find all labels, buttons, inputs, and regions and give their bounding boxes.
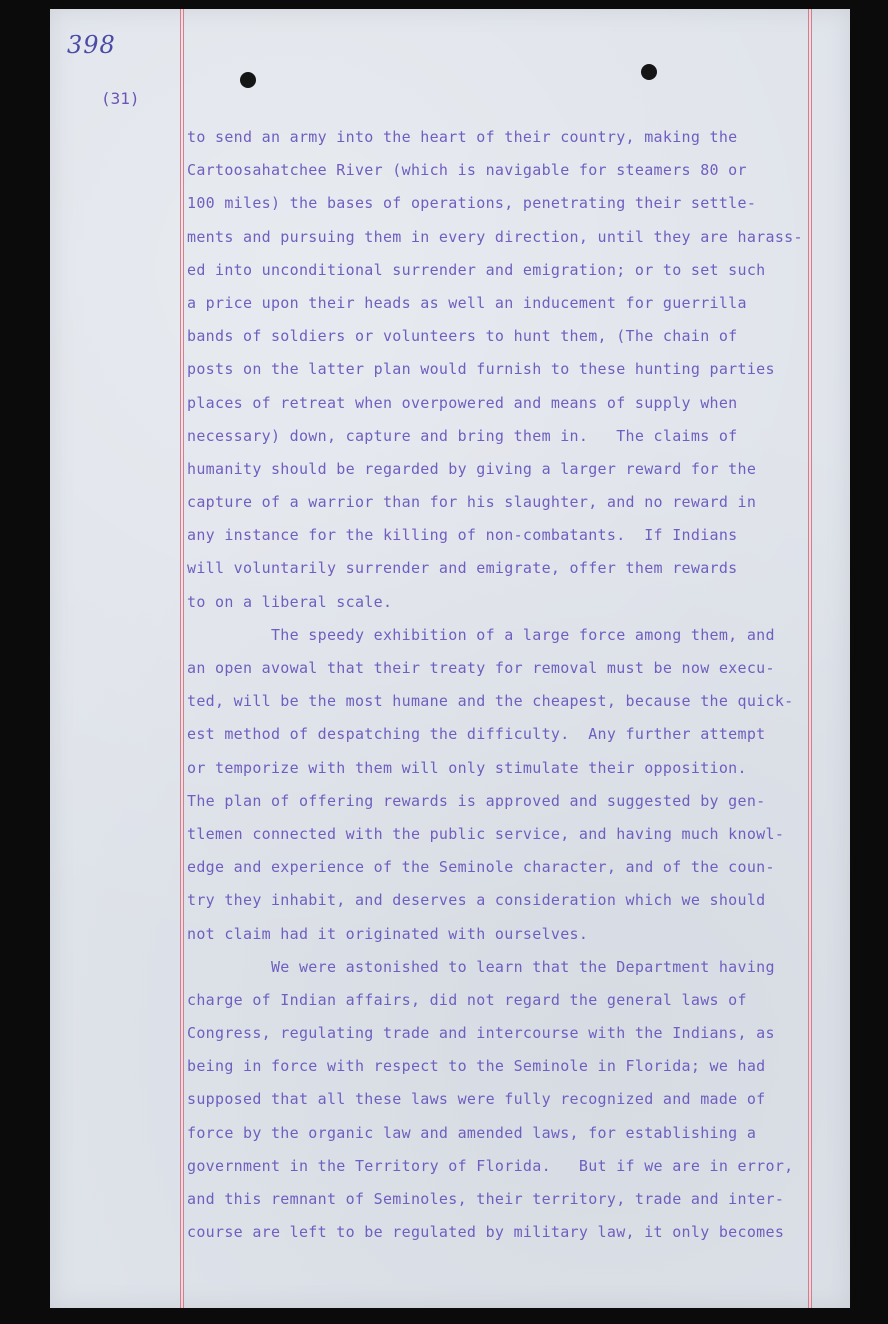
text-line: force by the organic law and amended laws, for establishing a	[187, 1123, 757, 1142]
text-line: Congress, regulating trade and intercourse with the Indians, as	[187, 1024, 775, 1043]
text-line: to on a liberal scale.	[187, 592, 393, 611]
text-line: The plan of offering rewards is approved and suggested by gen-	[187, 791, 766, 810]
text-line: capture of a warrior than for his slaughter, and no reward in	[187, 493, 757, 512]
text-line: course are left to be regulated by military law, it only becomes	[187, 1223, 785, 1242]
left-margin-rule	[180, 9, 181, 1308]
text-line: Cartoosahatchee River (which is navigable for steamers 80 or	[187, 161, 747, 180]
text-line: We were astonished to learn that the Department having	[187, 957, 775, 976]
text-line: a price upon their heads as well an inducement for guerrilla	[187, 293, 747, 312]
text-line: try they inhabit, and deserves a consideration which we should	[187, 891, 766, 910]
text-line: humanity should be regarded by giving a larger reward for the	[187, 459, 757, 478]
text-line: bands of soldiers or volunteers to hunt them, (The chain of	[187, 327, 738, 346]
text-line: and this remnant of Seminoles, their territory, trade and inter-	[187, 1190, 785, 1208]
text-line: 100 miles) the bases of operations, penetrating their settle-	[187, 194, 757, 213]
document-page	[50, 9, 850, 1308]
text-line: not claim had it originated with ourselves.	[187, 924, 589, 943]
text-line: an open avowal that their treaty for removal must be now execu-	[187, 659, 775, 677]
typed-text-body	[187, 121, 847, 1249]
text-line: or temporize with them will only stimulate their opposition.	[187, 758, 747, 777]
text-line: ted, will be the most humane and the cheapest, because the quick-	[187, 692, 794, 711]
text-line: places of retreat when overpowered and means of supply when	[187, 393, 738, 412]
text-line: charge of Indian affairs, did not regard the general laws of	[187, 990, 747, 1009]
text-line: government in the Territory of Florida. But if we are in error,	[187, 1156, 794, 1175]
text-line: any instance for the killing of non-combatants. If Indians	[187, 526, 738, 545]
text-line: ments and pursuing them in every direction, until they are harass-	[187, 227, 803, 246]
text-line: will voluntarily surrender and emigrate, offer them rewards	[187, 559, 738, 578]
text-line: ed into unconditional surrender and emigration; or to set such	[187, 260, 766, 279]
text-line: necessary) down, capture and bring them in. The claims of	[187, 426, 738, 445]
text-line: posts on the latter plan would furnish to these hunting parties	[187, 360, 775, 379]
text-line: est method of despatching the difficulty. Any further attempt	[187, 725, 766, 744]
text-line: The speedy exhibition of a large force among them, and	[187, 625, 775, 644]
text-line: supposed that all these laws were fully recognized and made of	[187, 1090, 766, 1109]
punch-hole	[641, 64, 657, 80]
handwritten-folio-number: 398	[67, 31, 116, 59]
punch-hole	[240, 72, 256, 88]
left-margin-rule	[183, 9, 184, 1308]
text-line: to send an army into the heart of their country, making the	[187, 128, 738, 146]
text-line: edge and experience of the Seminole character, and of the coun-	[187, 858, 775, 877]
text-line: tlemen connected with the public service, and having much knowl-	[187, 824, 785, 843]
page-number: (31)	[101, 89, 140, 108]
text-line: being in force with respect to the Seminole in Florida; we had	[187, 1057, 766, 1076]
